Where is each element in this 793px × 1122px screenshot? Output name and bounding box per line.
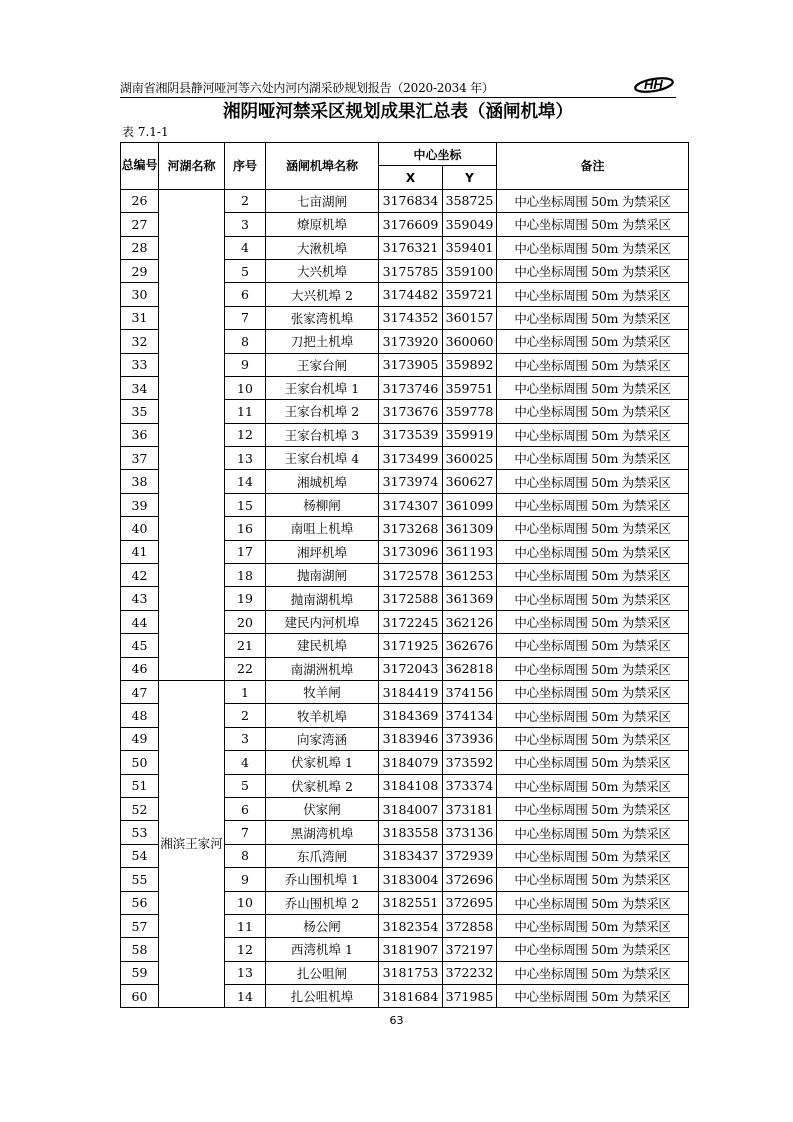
remark-cell: 中心坐标周围 50m 为禁采区 [497,657,689,680]
seq-no-cell: 14 [225,985,266,1008]
coord-x-cell: 3172578 [379,564,443,587]
seq-no-cell: 12 [225,938,266,961]
seq-no-cell: 18 [225,564,266,587]
header-remark: 备注 [497,143,689,190]
header-seq-no: 序号 [225,143,266,190]
coord-y-cell: 361253 [443,564,497,587]
seq-no-cell: 21 [225,634,266,657]
remark-cell: 中心坐标周围 50m 为禁采区 [497,774,689,797]
facility-name-cell: 西湾机埠 1 [266,938,379,961]
seq-no-cell: 10 [225,376,266,399]
coord-y-cell: 373374 [443,774,497,797]
facility-name-cell: 王家台机埠 1 [266,376,379,399]
header-river-name: 河湖名称 [159,143,225,190]
coord-x-cell: 3175785 [379,259,443,282]
header-center-coord: 中心坐标 [379,143,497,166]
coord-y-cell: 359049 [443,213,497,236]
facility-name-cell: 扎公咀机埠 [266,985,379,1008]
seq-no-cell: 15 [225,493,266,516]
coord-x-cell: 3183004 [379,868,443,891]
seq-no-cell: 16 [225,517,266,540]
total-no-cell: 60 [121,985,159,1008]
remark-cell: 中心坐标周围 50m 为禁采区 [497,727,689,750]
remark-cell: 中心坐标周围 50m 为禁采区 [497,680,689,703]
remark-cell: 中心坐标周围 50m 为禁采区 [497,376,689,399]
seq-no-cell: 2 [225,704,266,727]
total-no-cell: 32 [121,330,159,353]
seq-no-cell: 20 [225,610,266,633]
total-no-cell: 38 [121,470,159,493]
facility-name-cell: 湘坪机埠 [266,540,379,563]
seq-no-cell: 1 [225,680,266,703]
coord-x-cell: 3183558 [379,821,443,844]
coord-y-cell: 372858 [443,914,497,937]
coord-y-cell: 360025 [443,447,497,470]
coord-x-cell: 3171925 [379,634,443,657]
coord-x-cell: 3172043 [379,657,443,680]
coord-y-cell: 358725 [443,189,497,212]
total-no-cell: 59 [121,961,159,984]
coord-x-cell: 3176834 [379,189,443,212]
coord-x-cell: 3182551 [379,891,443,914]
seq-no-cell: 5 [225,774,266,797]
facility-name-cell: 张家湾机埠 [266,306,379,329]
coord-y-cell: 360627 [443,470,497,493]
seq-no-cell: 6 [225,797,266,820]
remark-cell: 中心坐标周围 50m 为禁采区 [497,517,689,540]
coord-x-cell: 3174352 [379,306,443,329]
facility-name-cell: 伏家机埠 1 [266,751,379,774]
facility-name-cell: 大兴机埠 2 [266,283,379,306]
remark-cell: 中心坐标周围 50m 为禁采区 [497,564,689,587]
facility-name-cell: 刀把土机埠 [266,330,379,353]
remark-cell: 中心坐标周围 50m 为禁采区 [497,587,689,610]
coord-y-cell: 362126 [443,610,497,633]
facility-name-cell: 抛南湖闸 [266,564,379,587]
remark-cell: 中心坐标周围 50m 为禁采区 [497,844,689,867]
facility-name-cell: 七亩湖闸 [266,189,379,212]
total-no-cell: 26 [121,189,159,212]
facility-name-cell: 乔山围机埠 2 [266,891,379,914]
coord-x-cell: 3183946 [379,727,443,750]
facility-name-cell: 王家台机埠 3 [266,423,379,446]
coord-y-cell: 372696 [443,868,497,891]
facility-name-cell: 王家台闸 [266,353,379,376]
coord-y-cell: 374134 [443,704,497,727]
coord-y-cell: 373181 [443,797,497,820]
seq-no-cell: 4 [225,751,266,774]
total-no-cell: 42 [121,564,159,587]
coord-x-cell: 3172588 [379,587,443,610]
total-no-cell: 46 [121,657,159,680]
seq-no-cell: 3 [225,213,266,236]
remark-cell: 中心坐标周围 50m 为禁采区 [497,704,689,727]
seq-no-cell: 8 [225,844,266,867]
coord-y-cell: 359892 [443,353,497,376]
coord-x-cell: 3173905 [379,353,443,376]
river-name-cell [159,189,225,680]
remark-cell: 中心坐标周围 50m 为禁采区 [497,400,689,423]
total-no-cell: 43 [121,587,159,610]
seq-no-cell: 6 [225,283,266,306]
total-no-cell: 41 [121,540,159,563]
total-no-cell: 56 [121,891,159,914]
coord-y-cell: 359919 [443,423,497,446]
remark-cell: 中心坐标周围 50m 为禁采区 [497,914,689,937]
page-title: 湘阴哑河禁采区规划成果汇总表（涵闸机埠） [223,102,573,122]
remark-cell: 中心坐标周围 50m 为禁采区 [497,868,689,891]
seq-no-cell: 22 [225,657,266,680]
seq-no-cell: 10 [225,891,266,914]
facility-name-cell: 杨公闸 [266,914,379,937]
remark-cell: 中心坐标周围 50m 为禁采区 [497,306,689,329]
coord-y-cell: 359721 [443,283,497,306]
coord-x-cell: 3173096 [379,540,443,563]
facility-name-cell: 南湖洲机埠 [266,657,379,680]
coord-x-cell: 3174482 [379,283,443,306]
coord-x-cell: 3173499 [379,447,443,470]
seq-no-cell: 4 [225,236,266,259]
total-no-cell: 51 [121,774,159,797]
remark-cell: 中心坐标周围 50m 为禁采区 [497,470,689,493]
facility-name-cell: 湘城机埠 [266,470,379,493]
coord-y-cell: 359778 [443,400,497,423]
seq-no-cell: 12 [225,423,266,446]
total-no-cell: 27 [121,213,159,236]
facility-name-cell: 南咀上机埠 [266,517,379,540]
remark-cell: 中心坐标周围 50m 为禁采区 [497,821,689,844]
total-no-cell: 49 [121,727,159,750]
remark-cell: 中心坐标周围 50m 为禁采区 [497,938,689,961]
facility-name-cell: 杨柳闸 [266,493,379,516]
remark-cell: 中心坐标周围 50m 为禁采区 [497,189,689,212]
seq-no-cell: 7 [225,306,266,329]
coord-y-cell: 359751 [443,376,497,399]
coord-x-cell: 3173268 [379,517,443,540]
header-facility-name: 涵闸机埠名称 [266,143,379,190]
coord-x-cell: 3181907 [379,938,443,961]
coord-y-cell: 361369 [443,587,497,610]
facility-name-cell: 建民机埠 [266,634,379,657]
coord-x-cell: 3181753 [379,961,443,984]
total-no-cell: 50 [121,751,159,774]
remark-cell: 中心坐标周围 50m 为禁采区 [497,283,689,306]
facility-name-cell: 向家湾涵 [266,727,379,750]
total-no-cell: 47 [121,680,159,703]
coord-x-cell: 3184079 [379,751,443,774]
facility-name-cell: 燎原机埠 [266,213,379,236]
seq-no-cell: 3 [225,727,266,750]
header-total-no: 总编号 [121,143,159,190]
total-no-cell: 48 [121,704,159,727]
seq-no-cell: 11 [225,400,266,423]
company-logo [632,74,676,94]
facility-name-cell: 牧羊机埠 [266,704,379,727]
seq-no-cell: 9 [225,868,266,891]
table-row [121,189,689,212]
facility-name-cell: 大湫机埠 [266,236,379,259]
page-number: 63 [389,1014,404,1027]
total-no-cell: 40 [121,517,159,540]
coord-x-cell: 3172245 [379,610,443,633]
header-x: X [379,166,443,189]
facility-name-cell: 王家台机埠 2 [266,400,379,423]
total-no-cell: 52 [121,797,159,820]
header-y: Y [443,166,497,189]
coord-y-cell: 372197 [443,938,497,961]
remark-cell: 中心坐标周围 50m 为禁采区 [497,634,689,657]
running-header: 湖南省湘阴县静河哑河等六处内河内湖采砂规划报告（2020-2034 年） [120,81,494,95]
remark-cell: 中心坐标周围 50m 为禁采区 [497,961,689,984]
coord-y-cell: 359401 [443,236,497,259]
total-no-cell: 55 [121,868,159,891]
coord-y-cell: 360157 [443,306,497,329]
seq-no-cell: 13 [225,447,266,470]
total-no-cell: 53 [121,821,159,844]
table-number: 表 7.1-1 [122,125,169,139]
facility-name-cell: 东爪湾闸 [266,844,379,867]
facility-name-cell: 伏家闸 [266,797,379,820]
total-no-cell: 29 [121,259,159,282]
coord-y-cell: 372939 [443,844,497,867]
river-name-cell: 湘滨王家河 [159,680,225,1007]
coord-x-cell: 3183437 [379,844,443,867]
total-no-cell: 31 [121,306,159,329]
total-no-cell: 37 [121,447,159,470]
coord-x-cell: 3173920 [379,330,443,353]
coord-y-cell: 360060 [443,330,497,353]
total-no-cell: 36 [121,423,159,446]
remark-cell: 中心坐标周围 50m 为禁采区 [497,891,689,914]
remark-cell: 中心坐标周围 50m 为禁采区 [497,493,689,516]
coord-x-cell: 3173746 [379,376,443,399]
remark-cell: 中心坐标周围 50m 为禁采区 [497,540,689,563]
total-no-cell: 54 [121,844,159,867]
total-no-cell: 44 [121,610,159,633]
coord-y-cell: 371985 [443,985,497,1008]
total-no-cell: 39 [121,493,159,516]
facility-name-cell: 牧羊闸 [266,680,379,703]
coord-x-cell: 3174307 [379,493,443,516]
coord-x-cell: 3173539 [379,423,443,446]
facility-name-cell: 伏家机埠 2 [266,774,379,797]
coord-x-cell: 3184108 [379,774,443,797]
coord-y-cell: 373936 [443,727,497,750]
remark-cell: 中心坐标周围 50m 为禁采区 [497,447,689,470]
facility-name-cell: 抛南湖机埠 [266,587,379,610]
coord-y-cell: 362818 [443,657,497,680]
remark-cell: 中心坐标周围 50m 为禁采区 [497,797,689,820]
coord-y-cell: 372232 [443,961,497,984]
coord-y-cell: 361309 [443,517,497,540]
coord-y-cell: 359100 [443,259,497,282]
total-no-cell: 34 [121,376,159,399]
remark-cell: 中心坐标周围 50m 为禁采区 [497,985,689,1008]
coord-x-cell: 3181684 [379,985,443,1008]
facility-name-cell: 建民内河机埠 [266,610,379,633]
remark-cell: 中心坐标周围 50m 为禁采区 [497,259,689,282]
remark-cell: 中心坐标周围 50m 为禁采区 [497,330,689,353]
seq-no-cell: 9 [225,353,266,376]
facility-table [120,142,689,1008]
facility-name-cell: 王家台机埠 4 [266,447,379,470]
seq-no-cell: 8 [225,330,266,353]
facility-name-cell: 大兴机埠 [266,259,379,282]
remark-cell: 中心坐标周围 50m 为禁采区 [497,751,689,774]
total-no-cell: 33 [121,353,159,376]
remark-cell: 中心坐标周围 50m 为禁采区 [497,353,689,376]
seq-no-cell: 7 [225,821,266,844]
seq-no-cell: 5 [225,259,266,282]
seq-no-cell: 19 [225,587,266,610]
coord-y-cell: 361193 [443,540,497,563]
seq-no-cell: 17 [225,540,266,563]
coord-x-cell: 3184369 [379,704,443,727]
facility-name-cell: 黑湖湾机埠 [266,821,379,844]
remark-cell: 中心坐标周围 50m 为禁采区 [497,423,689,446]
seq-no-cell: 14 [225,470,266,493]
coord-y-cell: 361099 [443,493,497,516]
remark-cell: 中心坐标周围 50m 为禁采区 [497,213,689,236]
coord-y-cell: 372695 [443,891,497,914]
table-body [121,189,689,1008]
total-no-cell: 58 [121,938,159,961]
facility-name-cell: 扎公咀闸 [266,961,379,984]
coord-y-cell: 373136 [443,821,497,844]
coord-x-cell: 3182354 [379,914,443,937]
coord-y-cell: 373592 [443,751,497,774]
header-rule [120,97,676,98]
coord-x-cell: 3173676 [379,400,443,423]
seq-no-cell: 11 [225,914,266,937]
seq-no-cell: 13 [225,961,266,984]
table-row [121,680,689,703]
seq-no-cell: 2 [225,189,266,212]
remark-cell: 中心坐标周围 50m 为禁采区 [497,610,689,633]
coord-x-cell: 3184419 [379,680,443,703]
coord-x-cell: 3173974 [379,470,443,493]
coord-x-cell: 3184007 [379,797,443,820]
remark-cell: 中心坐标周围 50m 为禁采区 [497,236,689,259]
coord-y-cell: 374156 [443,680,497,703]
total-no-cell: 45 [121,634,159,657]
coord-x-cell: 3176321 [379,236,443,259]
logo-text: HH [644,77,663,92]
facility-name-cell: 乔山围机埠 1 [266,868,379,891]
total-no-cell: 28 [121,236,159,259]
coord-x-cell: 3176609 [379,213,443,236]
total-no-cell: 30 [121,283,159,306]
total-no-cell: 57 [121,914,159,937]
coord-y-cell: 362676 [443,634,497,657]
total-no-cell: 35 [121,400,159,423]
